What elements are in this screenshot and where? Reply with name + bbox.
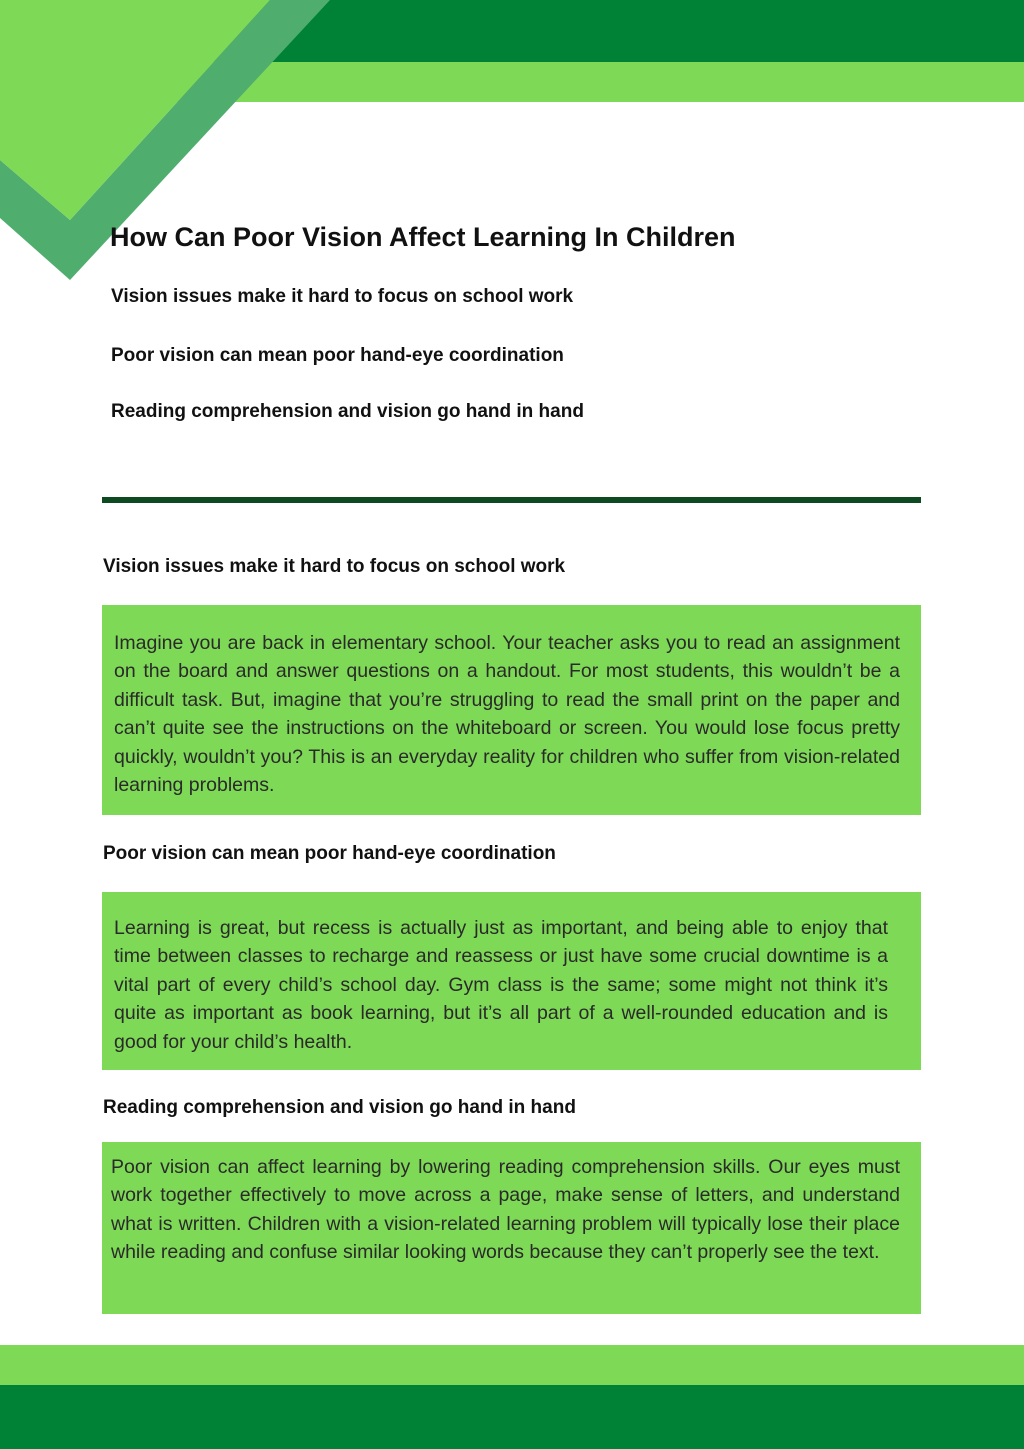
toc-item: Vision issues make it hard to focus on school work [111, 286, 574, 307]
bottom-dark-band [0, 1385, 1024, 1449]
section-body-box [102, 605, 921, 815]
section-heading: Reading comprehension and vision go hand in hand [103, 1097, 576, 1118]
divider-rule [102, 497, 921, 503]
toc-item: Poor vision can mean poor hand-eye coordination [111, 345, 564, 366]
section-body-text: Poor vision can affect learning by lowering reading comprehension skills. Our eyes must work together effectively to move across a page, make sense of letters, and understand what is written. Children with a vision-related learning problem will typically lose their place while reading and confuse similar looking words because they can’t properly see the text. [111, 1156, 900, 1264]
section-body-text: Learning is great, but recess is actually just as important, and being able to enjoy that time between classes to recharge and reassess or just have some crucial downtime is a vital part of every child’s school day. Gym class is the same; some might not think it’s quite as important as book learning, but it’s all part of a well-rounded education and is good for your child’s health. [114, 917, 888, 1053]
section-heading: Poor vision can mean poor hand-eye coordination [103, 843, 556, 864]
section-body-text: Imagine you are back in elementary school. Your teacher asks you to read an assignment on the board and answer questions on a handout. For most students, this wouldn’t be a difficult task. But, imagine that you’re struggling to read the small print on the paper and can’t quite see the instructions on the whiteboard or screen. You would lose focus pretty quickly, wouldn’t you? This is an everyday reality for children who suffer from vision-related learning problems. [114, 632, 900, 797]
bottom-light-band [0, 1345, 1024, 1385]
page-title: How Can Poor Vision Affect Learning In Children [110, 222, 736, 252]
toc-item: Reading comprehension and vision go hand in hand [111, 401, 584, 422]
section-body-box [102, 892, 921, 1070]
section-body-box [102, 1142, 921, 1314]
section-heading: Vision issues make it hard to focus on school work [103, 556, 566, 577]
